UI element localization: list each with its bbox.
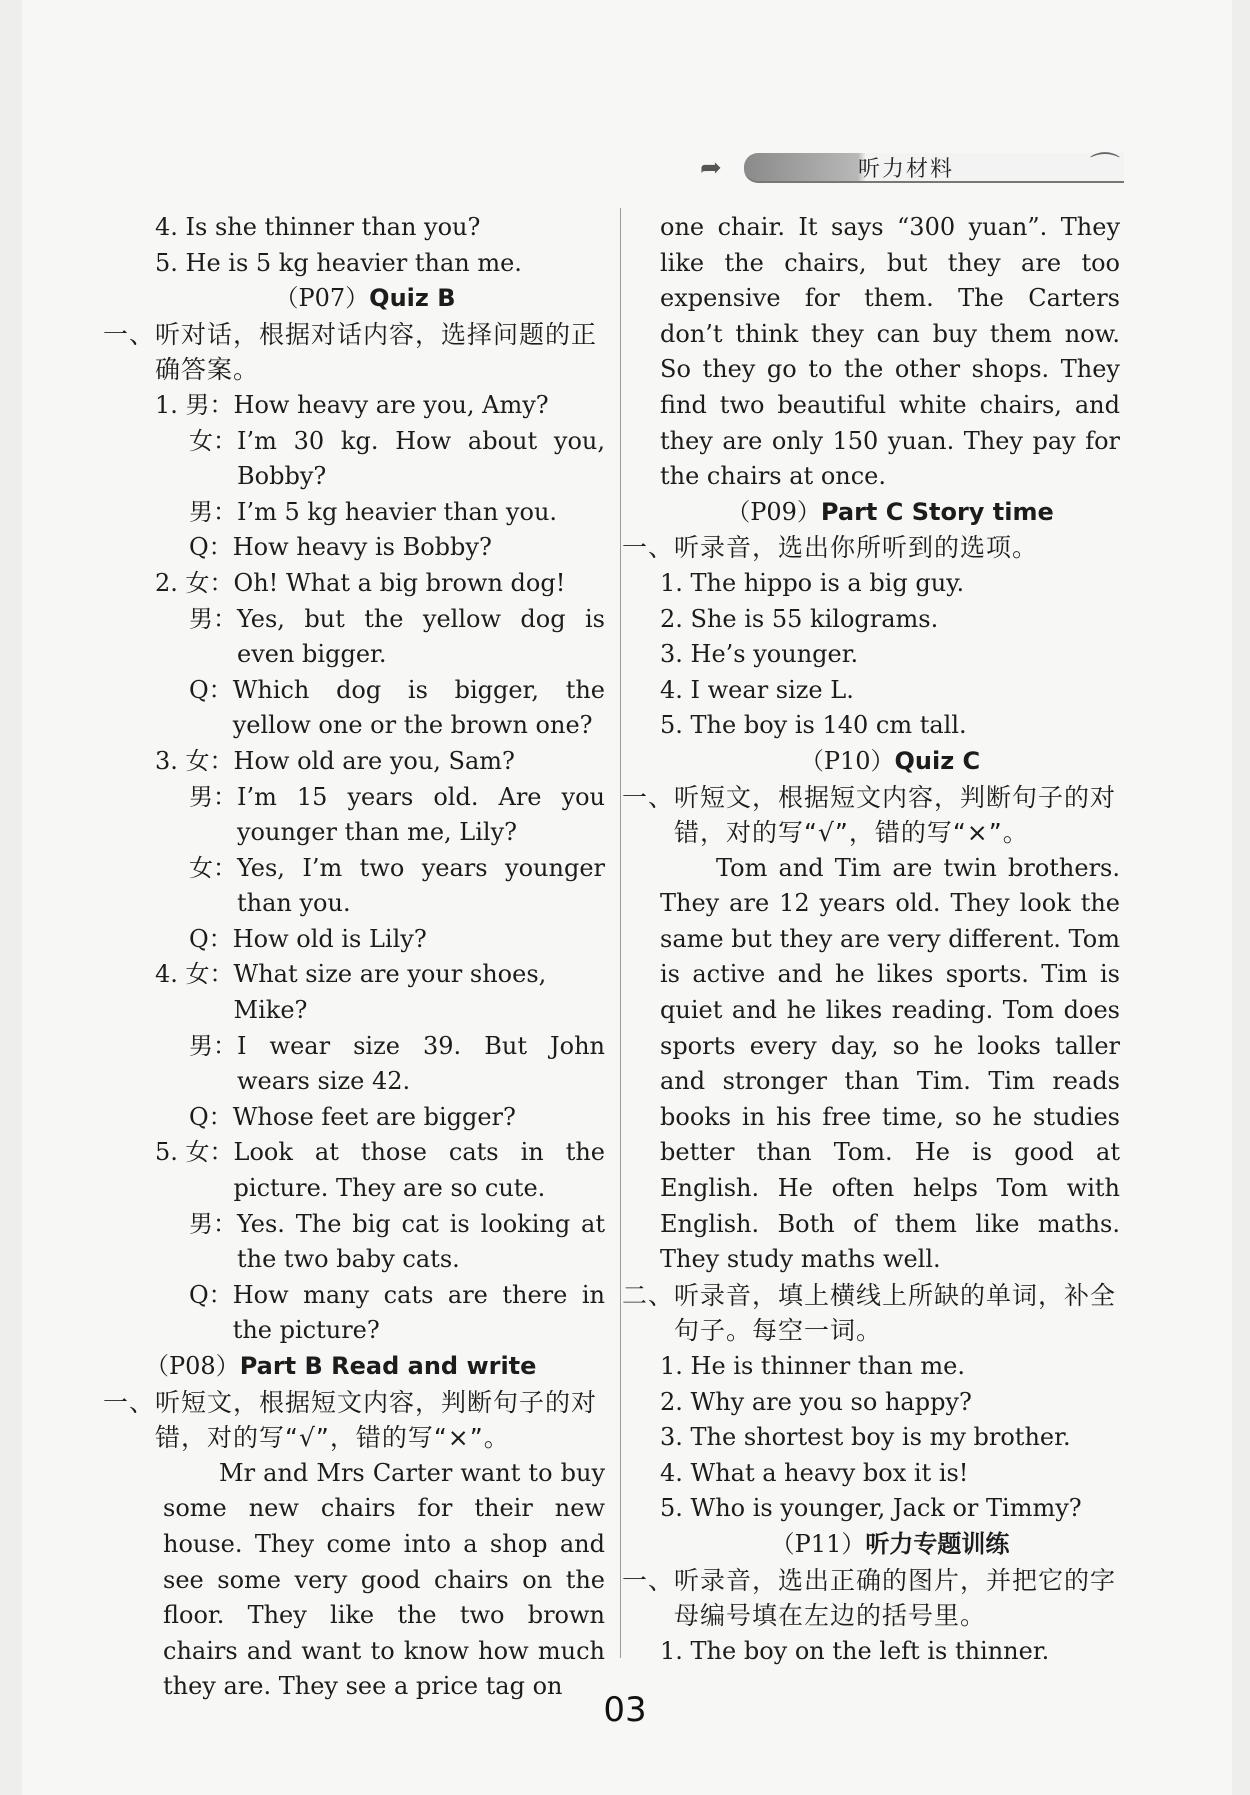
question-line: Q： Whose feet are bigger? xyxy=(189,1102,516,1131)
dialogue-line: 3. 女： How old are you, Sam? xyxy=(155,746,515,775)
page-number: 03 xyxy=(603,1690,647,1730)
passage: Mr and Mrs Carter want to buy some new chairs for their new house. They come into a shop and see some very good chairs on the floor. They like the two brown chairs and want to know how much they are. They see a price tag on xyxy=(163,1458,605,1701)
curl-icon: ⌒ xyxy=(1090,151,1120,186)
dialogue-line: 女： I’m 30 kg. How about you, Bobby? xyxy=(189,426,605,491)
section-heading: （P07）Quiz B xyxy=(274,284,456,313)
list-item: 4. What a heavy box it is! xyxy=(660,1458,969,1487)
question-line: Q： Which dog is bigger, the yellow one or the brown one? xyxy=(189,675,605,740)
section-title: 听力材料 xyxy=(858,157,955,182)
dialogue-line: 男： I’m 15 years old. Are you younger than me, Lily? xyxy=(189,782,605,847)
instruction: 一、 听录音，选出你所听到的选项。 xyxy=(622,533,1039,563)
list-item: 5. Who is younger, Jack or Timmy? xyxy=(660,1494,1082,1523)
dialogue-line: 男： I’m 5 kg heavier than you. xyxy=(189,497,558,526)
list-item: 5. The boy is 140 cm tall. xyxy=(660,711,967,740)
list-item: 4. Is she thinner than you? xyxy=(155,213,481,241)
list-item: 5. He is 5 kg heavier than me. xyxy=(155,248,522,277)
passage: one chair. It says “300 yuan”. They like the chairs, but they are too expensive for them. The Carters don’t think they can buy them now. So they go to the other shops. They find two beautiful white chairs, and they are only 150 yuan. They pay for the chairs at once. xyxy=(660,213,1120,491)
section-heading: （P11）听力专题训练 xyxy=(770,1529,1010,1558)
instruction: 一、 听短文，根据短文内容，判断句子的对错，对的写“√”，错的写“×”。 xyxy=(103,1387,598,1453)
dialogue-line: 2. 女： Oh! What a big brown dog! xyxy=(155,568,566,597)
list-item: 1. The boy on the left is thinner. xyxy=(660,1636,1050,1665)
question-line: Q： How heavy is Bobby? xyxy=(189,533,492,562)
column-divider xyxy=(620,208,621,1658)
list-item: 2. Why are you so happy? xyxy=(660,1387,972,1416)
dialogue-line: 5. 女： Look at those cats in the picture. They are so cute. xyxy=(155,1138,605,1203)
passage: Tom and Tim are twin brothers. They are 12 years old. They look the same but they are very different. Tom is active and he likes sports. Tim is quiet and he likes reading. Tom does sports every day, so he looks taller and stronger than Tim. Tim reads books in his free time, so he studies better than Tom. He is good at English. He often helps Tom with English. Both of them like maths. They study maths well. xyxy=(660,853,1120,1274)
dialogue-line: 男： I wear size 39. But John wears size 42. xyxy=(189,1031,605,1096)
question-line: Q： How many cats are there in the picture? xyxy=(189,1280,605,1345)
dialogue-line: 男： Yes. The big cat is looking at the two baby cats. xyxy=(189,1209,605,1274)
instruction: 二、 听录音，填上横线上所缺的单词，补全句子。每空一词。 xyxy=(622,1280,1117,1346)
list-item: 2. She is 55 kilograms. xyxy=(660,604,939,633)
section-heading: （P10）Quiz C xyxy=(799,746,981,775)
list-item: 1. He is thinner than me. xyxy=(660,1352,965,1380)
list-item: 3. The shortest boy is my brother. xyxy=(660,1423,1071,1452)
question-line: Q： How old is Lily? xyxy=(189,924,427,953)
dialogue-line: 男： Yes, but the yellow dog is even bigger. xyxy=(189,604,605,669)
list-item: 3. He’s younger. xyxy=(660,640,859,669)
instruction: 一、 听短文，根据短文内容，判断句子的对错，对的写“√”，错的写“×”。 xyxy=(622,782,1117,848)
section-heading: （P09）Part C Story time xyxy=(726,497,1054,526)
section-heading: （P08）Part B Read and write xyxy=(145,1352,537,1380)
section-header xyxy=(700,143,1120,191)
dialogue-line: 4. 女： What size are your shoes, Mike? xyxy=(155,960,547,1025)
left-column xyxy=(103,210,605,1705)
list-item: 4. I wear size L. xyxy=(660,675,854,704)
list-item: 1. The hippo is a big guy. xyxy=(660,568,965,597)
instruction: 一、 听对话，根据对话内容，选择问题的正确答案。 xyxy=(103,319,598,385)
instruction: 一、 听录音，选出正确的图片，并把它的字母编号填在左边的括号里。 xyxy=(622,1565,1117,1631)
dialogue-line: 女： Yes, I’m two years younger than you. xyxy=(189,853,605,918)
right-column xyxy=(622,210,1120,1669)
arrow-icon: ➦ xyxy=(700,153,722,183)
dialogue-line: 1. 男： How heavy are you, Amy? xyxy=(155,390,549,419)
